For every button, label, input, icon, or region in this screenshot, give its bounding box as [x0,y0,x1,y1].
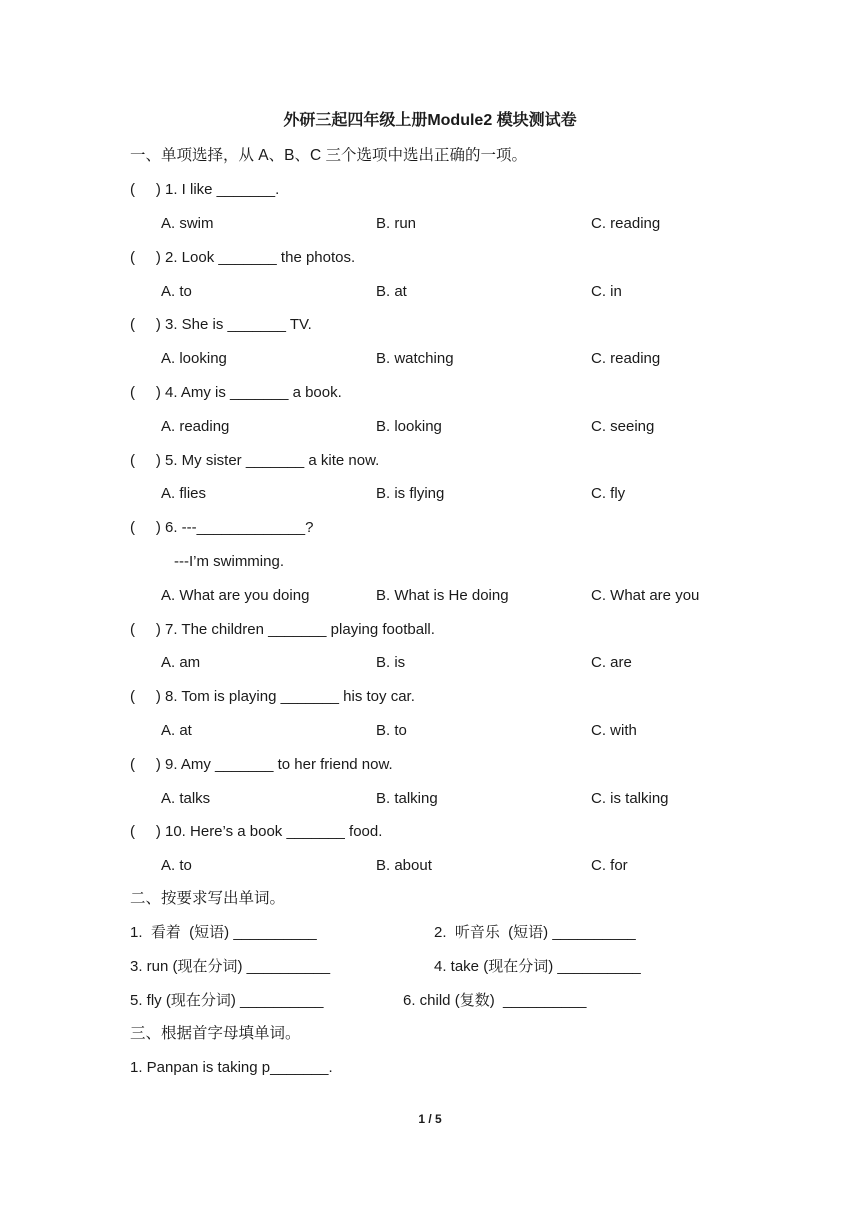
q5-option-c: C. fly [591,485,626,502]
question-6: ( ) 6. ---_____________? [130,519,314,536]
q7-option-b: B. is [376,654,406,671]
section-2-heading: 二、按要求写出单词。 [130,890,286,907]
q3-option-a: A. looking [161,350,227,367]
q8-option-c: C. with [591,722,637,739]
q6-option-a: A. What are you doing [161,587,310,604]
q4-option-a: A. reading [161,418,230,435]
q9-option-b: B. talking [376,790,438,807]
q1-option-b: B. run [376,215,417,232]
question-4: ( ) 4. Amy is _______ a book. [130,384,342,401]
q7-option-c: C. are [591,654,632,671]
word-item-2: 2. 听音乐 (短语) __________ [434,924,636,941]
q8-option-a: A. at [161,722,192,739]
q1-option-c: C. reading [591,215,661,232]
section-3-heading: 三、根据首字母填单词。 [130,1025,301,1042]
word-item-1: 1. 看着 (短语) __________ [130,924,317,941]
q6-response: ---I’m swimming. [174,553,284,570]
q3-option-b: B. watching [376,350,454,367]
question-7: ( ) 7. The children _______ playing football. [130,621,435,638]
fill-item-1: 1. Panpan is taking p_______. [130,1059,333,1076]
q8-option-b: B. to [376,722,407,739]
question-1: ( ) 1. I like _______. [130,181,280,198]
q5-option-b: B. is flying [376,485,445,502]
word-item-3: 3. run (现在分词) __________ [130,958,331,975]
word-item-6: 6. child (复数) __________ [403,992,587,1009]
q7-option-a: A. am [161,654,201,671]
q10-option-c: C. for [591,857,628,874]
page-number: 1 / 5 [418,1112,442,1126]
q2-option-a: A. to [161,283,192,300]
q2-option-c: C. in [591,283,622,300]
q9-option-c: C. is talking [591,790,669,807]
q10-option-b: B. about [376,857,432,874]
word-item-4: 4. take (现在分词) __________ [434,958,641,975]
question-3: ( ) 3. She is _______ TV. [130,316,312,333]
q2-option-b: B. at [376,283,407,300]
question-5: ( ) 5. My sister _______ a kite now. [130,452,380,469]
q5-option-a: A. flies [161,485,207,502]
q3-option-c: C. reading [591,350,661,367]
q1-option-a: A. swim [161,215,214,232]
question-2: ( ) 2. Look _______ the photos. [130,249,356,266]
word-item-5: 5. fly (现在分词) __________ [130,992,324,1009]
q6-option-c: C. What are you [591,587,700,604]
q10-option-a: A. to [161,857,192,874]
question-9: ( ) 9. Amy _______ to her friend now. [130,756,393,773]
section-1-heading: 一、单项选择，从 A、B、C 三个选项中选出正确的一项。 [130,147,527,164]
q6-option-b: B. What is He doing [376,587,509,604]
page-title: 外研三起四年级上册Module2 模块测试卷 [283,112,577,129]
q9-option-a: A. talks [161,790,211,807]
q4-option-c: C. seeing [591,418,655,435]
q4-option-b: B. looking [376,418,442,435]
question-8: ( ) 8. Tom is playing _______ his toy car. [130,688,415,705]
question-10: ( ) 10. Here’s a book _______ food. [130,823,383,840]
